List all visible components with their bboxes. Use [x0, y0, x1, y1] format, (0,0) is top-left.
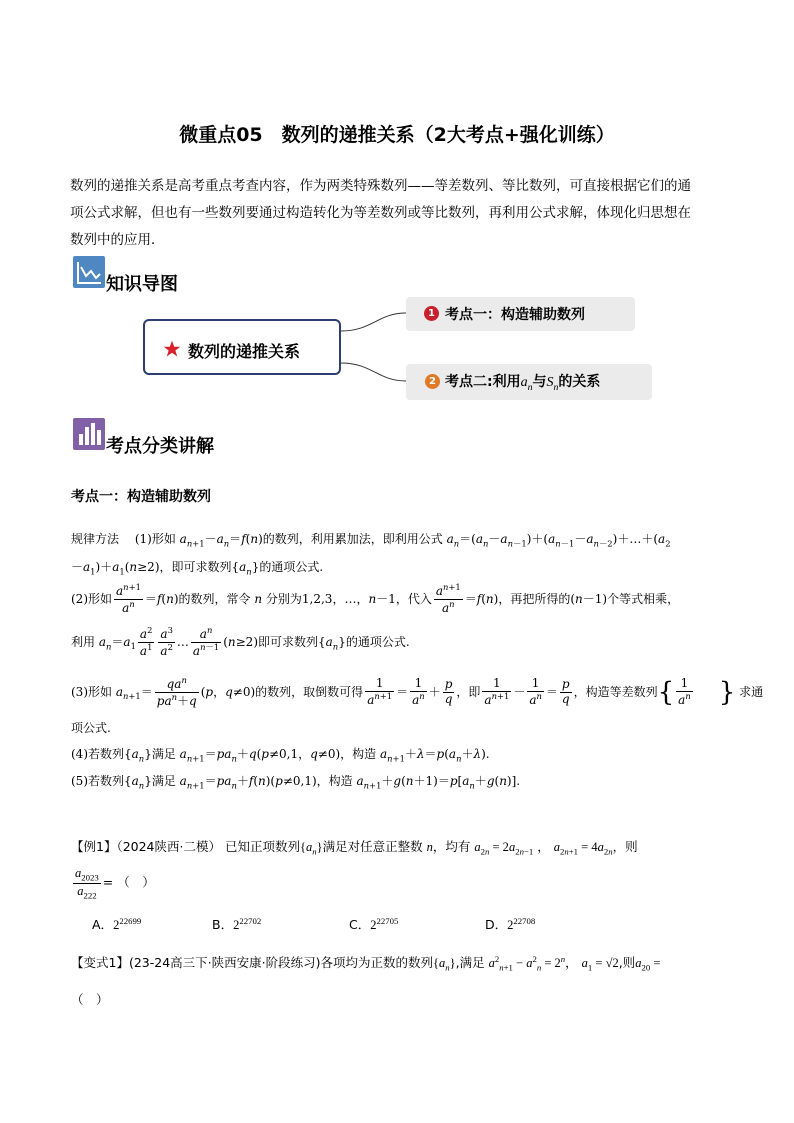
mindmap-central-label: 数列的递推关系: [188, 342, 301, 361]
intro-line-3: 数列中的应用．: [70, 232, 165, 248]
option-b[interactable]: B．$2^{22702}$: [212, 915, 262, 932]
intro-line-2: 项公式求解，但也有一些数列要通过构造转化为等差数列或等比数列，再利用公式求解，体现化归思想在: [70, 205, 691, 221]
number-badge-1: 1: [424, 306, 439, 321]
mindmap-node-2-label: 考点二:利用$a_n$与$S_n$的关系: [445, 374, 601, 393]
option-c[interactable]: C．$2^{22705}$: [349, 915, 399, 932]
variant-1-answer-blank: （ ）: [71, 992, 109, 1007]
rule-3-line-2: 项公式.: [71, 721, 111, 735]
example-1-stem: 【例1】（2024陕西·二模） 已知正项数列$\{a_n\}$满足对任意正整数 n，均有 $a_{2n} = 2a_{2n-1}$ ， $a_{2n+1} = 4a_{2n}$，则: [71, 839, 638, 857]
rule-2-line-1: (2)形如 $\frac{a^{n+1}}{a^n}$ ＝f(n)的数列，常令 n 分别为1,2,3，…，n－1，代入 $\frac{a^{n+1}}{a^n}$ ＝f(n)，再把所得的(n－1)个等式相乘，: [71, 582, 680, 615]
rule-4: (4)若数列$\{a_n\}$满足 $a_{n+1}=pa_n+q(p\ne 0,1$，q≠0)，构造 $a_{n+1}+\lambda=p(a_n+\lambda)$.: [71, 747, 490, 764]
rule-3-line-1: (3)形如 $a_{n+1}=$ $\frac{qa^n}{pa^n+q}$ (p，q≠0)的数列，取倒数可得 $\frac{1}{a^{n+1}}$ ＝ $\frac{1}{a^n}$ ＋ $\frac{p}{q}$ ，即 $\frac{1}{a^{n+1}}$ － $\frac{1}{a^n}$ ＝ $\frac{p}{q}$ ，构造等差数列{ $\frac{1}{a^n}$ } 求通: [71, 675, 764, 708]
page-title: 微重点05 数列的递推关系（2大考点+强化训练）: [179, 124, 615, 146]
section-title-topics: 考点分类讲解: [106, 436, 214, 457]
rule-2-line-2: 利用 $a_n=a_1$ $\frac{a^2}{a^1}$ $\frac{a^3}{a^2}$ … $\frac{a^n}{a^{n-1}}$ (n≥2)即可求数列$\{a_n\}$的通项公式.: [71, 625, 410, 658]
variant-1-stem: 【变式1】(23-24高三下·陕西安康·阶段练习)各项均为正数的数列$\{a_n\}$,满足 $a^2_{n+1} - a^2_n = 2^n$， $a_1 = √2$,则$a_{20}$ =: [71, 953, 661, 973]
intro-line-1: 数列的递推关系是高考重点考查内容，作为两类特殊数列——等差数列、等比数列，可直接根据它们的通: [70, 178, 691, 194]
section-title-knowledge-map: 知识导图: [106, 274, 178, 295]
rule-5: (5)若数列$\{a_n\}$满足 $a_{n+1}=pa_n+f(n)(p\ne 0,1)$，构造 $a_{n+1}+g(n+1)=p[a_n+g(n)]$.: [71, 774, 521, 791]
bar-chart-icon: [73, 418, 105, 450]
topic-1-heading: 考点一：构造辅助数列: [71, 489, 211, 505]
mindmap-node-1-label: 考点一：构造辅助数列: [445, 307, 585, 323]
rule-1-line-1: 规律方法 (1)形如 $a_{n+1}-a_n=f(n)$的数列，利用累加法，即利用公式 $a_n=(a_n-a_{n-1})+(a_{n-1}-a_{n-2})+\dots+(a_2$: [71, 532, 671, 549]
example-1-question: $\frac{a_{2023}}{a_{222}}$ = （ ）: [75, 866, 155, 901]
rule-1-line-2: $-a_1)+a_1(n\ge 2)$，即可求数列$\{a_n\}$的通项公式.: [71, 560, 324, 577]
number-badge-2: 2: [425, 374, 440, 389]
option-a[interactable]: A．$2^{22699}$: [92, 915, 142, 932]
mindmap-connectors: [0, 0, 794, 420]
star-icon: [163, 340, 181, 358]
option-d[interactable]: D．$2^{22708}$: [485, 915, 536, 932]
